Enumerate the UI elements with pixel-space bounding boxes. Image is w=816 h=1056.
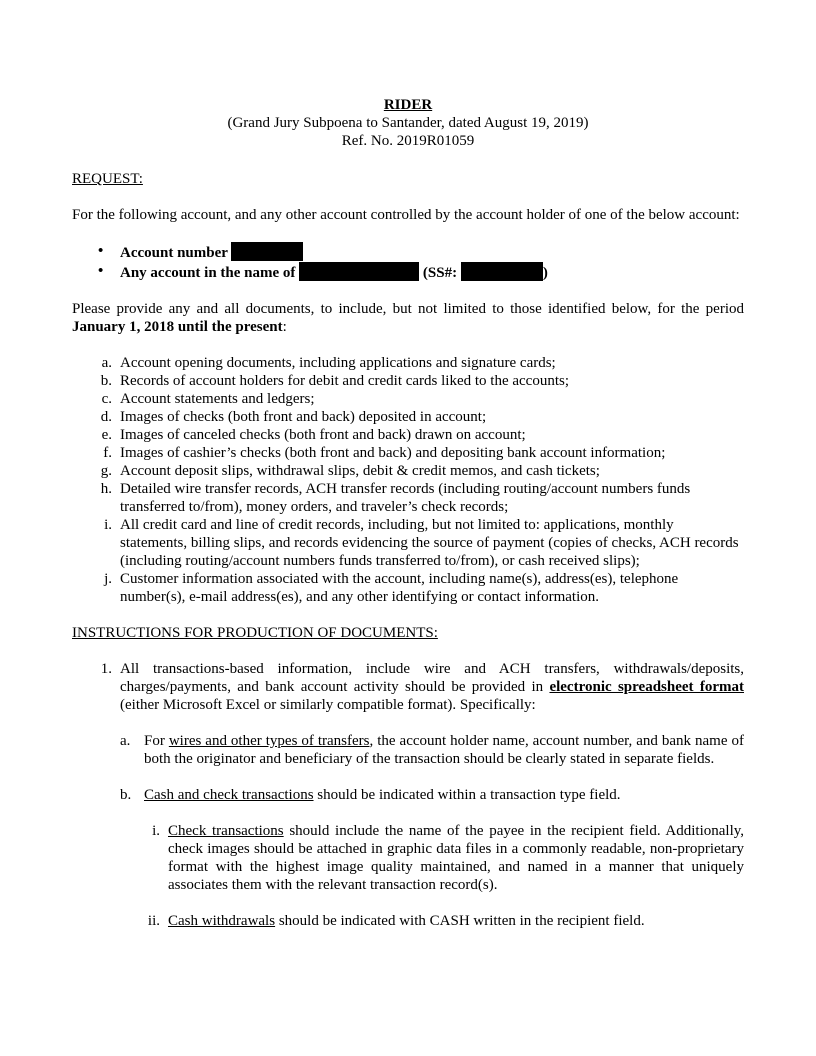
period-paragraph <box>72 300 744 336</box>
ss-label: (SS#: <box>422 265 458 281</box>
account-bullets <box>72 242 744 282</box>
list-item <box>72 480 744 516</box>
list-marker: 1. <box>100 661 112 677</box>
sub-ii-underlined: Cash withdrawals <box>168 913 276 929</box>
list-item <box>72 516 744 570</box>
sub-i-underlined: Check transactions <box>168 823 284 839</box>
sub-b-underlined: Cash and check transactions <box>144 787 314 803</box>
redaction-block <box>461 262 543 281</box>
instruction-1-emphasis: electronic spreadsheet format <box>549 679 744 695</box>
instruction-1-text: All transactions-based information, include wire and ACH transfers, withdrawals/deposits, charges/payments, and bank account activity should be provided in <box>120 661 744 695</box>
list-item-text: Detailed wire transfer records, ACH transfer records (including routing/account numbers funds transferred to/from), money orders, and traveler’s check records; <box>120 481 691 515</box>
list-item-text: Records of account holders for debit and credit cards liked to the accounts; <box>120 373 570 389</box>
instruction-sub-i <box>72 822 744 894</box>
list-item-text: Images of checks (both front and back) deposited in account; <box>120 409 487 425</box>
rider-title: RIDER <box>383 97 433 113</box>
list-marker: a. <box>120 733 131 749</box>
list-marker: b. <box>100 373 112 389</box>
list-marker: f. <box>103 445 112 461</box>
list-item-text: Images of cashier’s checks (both front and back) and depositing bank account information; <box>120 445 666 461</box>
list-marker: h. <box>100 481 112 497</box>
instruction-sub-b <box>72 786 744 804</box>
list-marker: a. <box>101 355 112 371</box>
instruction-sub-a <box>72 732 744 768</box>
list-item <box>72 426 744 444</box>
sub-ii-text: should be indicated with CASH written in the recipient field. <box>278 913 645 929</box>
bullet-icon: • <box>98 263 104 279</box>
request-items-list <box>72 354 744 606</box>
instructions-heading: INSTRUCTIONS FOR PRODUCTION OF DOCUMENTS: <box>72 625 438 641</box>
sub-b-text: should be indicated within a transaction type field. <box>317 787 621 803</box>
bullet-icon: • <box>98 243 104 259</box>
list-marker: i. <box>152 823 160 839</box>
sub-a-underlined: wires and other types of transfers <box>168 733 370 749</box>
list-marker: j. <box>104 571 112 587</box>
ss-close: ) <box>542 265 548 281</box>
instruction-sub-ii <box>72 912 744 930</box>
list-marker: e. <box>101 427 112 443</box>
period-colon: : <box>282 319 287 335</box>
list-item-text: Account deposit slips, withdrawal slips, debit & credit memos, and cash tickets; <box>120 463 600 479</box>
list-item-text: All credit card and line of credit records, including, but not limited to: applications, monthly statements, billing slips, and records evidencing the source of payment (copies of checks, ACH records (including routing/account numbers funds transferred to/from), or cash received slips); <box>120 517 739 569</box>
document-page <box>72 96 744 930</box>
list-item <box>72 390 744 408</box>
instruction-item-1 <box>72 660 744 714</box>
request-intro: For the following account, and any other account controlled by the account holder of one of the below account: <box>72 207 740 223</box>
list-item <box>72 354 744 372</box>
bullet-account-number <box>72 242 744 262</box>
list-item-text: Customer information associated with the account, including name(s), address(es), telephone number(s), e-mail address(es), and any other identifying or contact information. <box>120 571 679 605</box>
redaction-block <box>231 242 303 261</box>
list-item-text: Images of canceled checks (both front and back) drawn on account; <box>120 427 526 443</box>
reference-number: Ref. No. 2019R01059 <box>341 133 475 149</box>
period-text: Please provide any and all documents, to include, but not limited to those identified below, for the period <box>72 301 744 317</box>
list-marker: ii. <box>147 913 160 929</box>
list-item <box>72 408 744 426</box>
sub-a-text: , the account holder name, account number, and bank name of both the originator and beneficiary of the transaction should be clearly stated in separate fields. <box>144 733 744 767</box>
bullet-any-account <box>72 262 744 282</box>
period-bold: January 1, 2018 until the present <box>72 319 283 335</box>
sub-i-text: should include the name of the payee in the recipient field. Additionally, check images should be attached in graphic data files in a commonly readable, non-proprietary format with the highest image quality maintained, and named in a manner that uniquely associates them with the relevant transaction record(s). <box>168 823 745 893</box>
redaction-block <box>299 262 419 281</box>
list-marker: g. <box>100 463 112 479</box>
list-item <box>72 570 744 606</box>
list-marker: d. <box>100 409 112 425</box>
any-account-label: Any account in the name of <box>120 265 296 281</box>
list-marker: i. <box>104 517 112 533</box>
request-heading: REQUEST: <box>72 171 143 187</box>
list-marker: b. <box>120 787 132 803</box>
list-item-text: Account opening documents, including applications and signature cards; <box>120 355 556 371</box>
list-item <box>72 372 744 390</box>
account-number-label: Account number <box>120 245 228 261</box>
list-item <box>72 462 744 480</box>
sub-a-prefix: For <box>144 733 165 749</box>
instruction-1-text-after: (either Microsoft Excel or similarly compatible format). Specifically: <box>120 697 536 713</box>
subpoena-subtitle: (Grand Jury Subpoena to Santander, dated August 19, 2019) <box>227 115 589 131</box>
list-item-text: Account statements and ledgers; <box>120 391 315 407</box>
list-item <box>72 444 744 462</box>
list-marker: c. <box>101 391 112 407</box>
